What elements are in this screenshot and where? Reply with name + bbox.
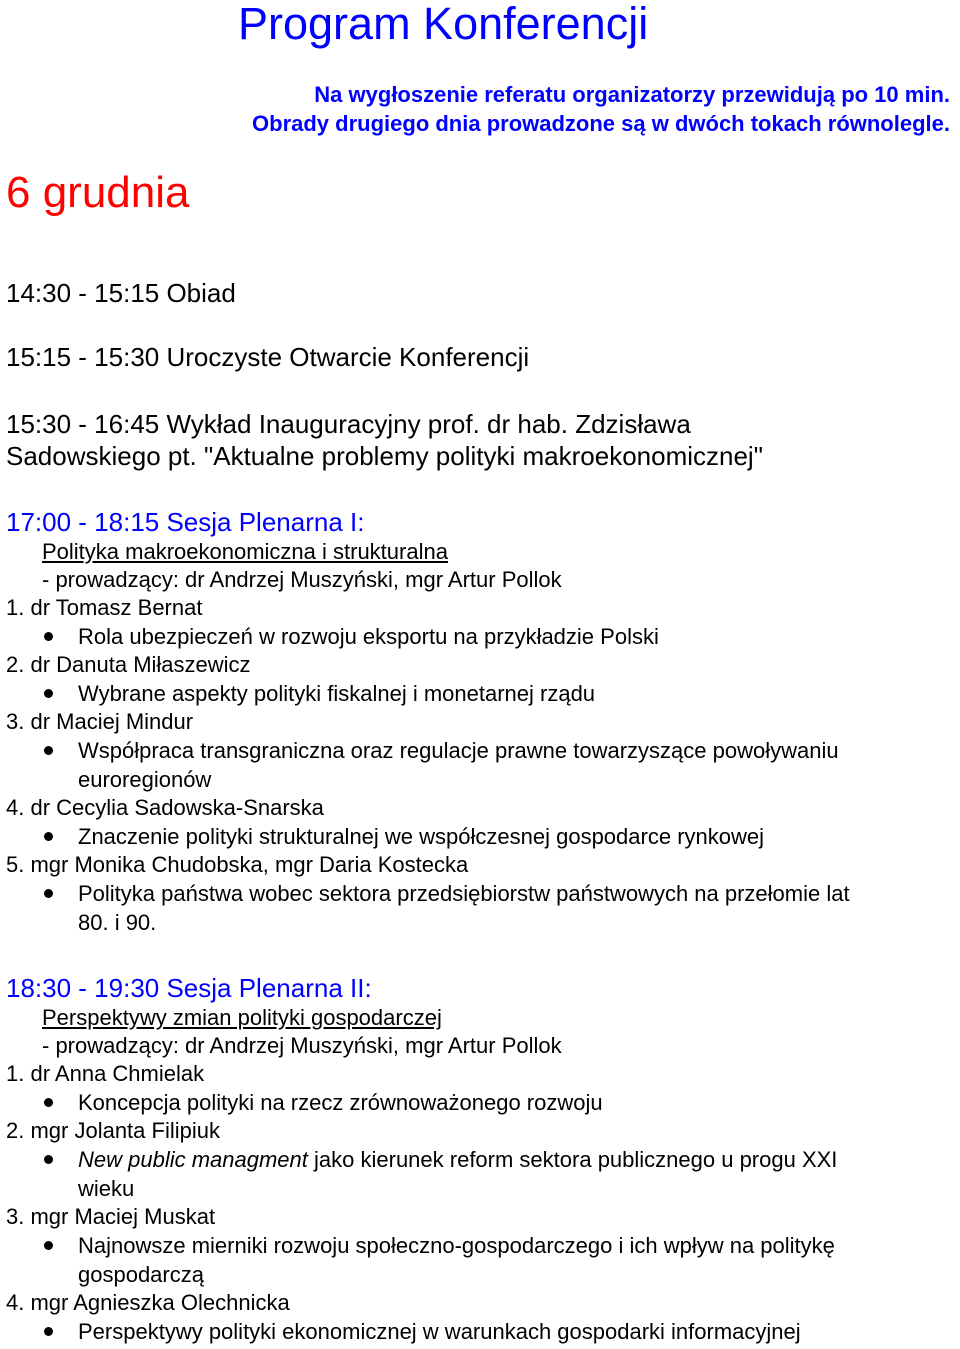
bullet-icon [44, 632, 53, 641]
talk-topic-text-cont: wieku [78, 1176, 135, 1201]
speaker: 4. dr Cecylia Sadowska-Snarska [6, 795, 324, 820]
session-2-details [6, 1004, 946, 1346]
talk-topic-text: Znaczenie polityki strukturalnej we współczesnej gospodarce rynkowej [78, 824, 764, 849]
talk-topic-italic: New public managment [78, 1147, 308, 1172]
talk-topic-text: Koncepcja polityki na rzecz zrównoważonego rozwoju [78, 1090, 603, 1115]
talk-topic-text-cont: 80. i 90. [78, 910, 157, 935]
talk-topic-text: Wybrane aspekty polityki fiskalnej i monetarnej rządu [78, 681, 596, 706]
talk-topic-text: Perspektywy polityki ekonomicznej w warunkach gospodarki informacyjnej [78, 1319, 801, 1344]
note-line-2: Obrady drugiego dnia prowadzone są w dwóch tokach równolegle. [252, 111, 950, 136]
lecture-line-1: 15:30 - 16:45 Wykład Inauguracyjny prof. dr hab. Zdzisława [6, 409, 691, 439]
speaker: 3. dr Maciej Mindur [6, 709, 194, 734]
talk-topic [6, 879, 946, 937]
session-1-chairs: - prowadzący: dr Andrzej Muszyński, mgr Artur Pollok [42, 567, 562, 592]
session-2-subtitle: Perspektywy zmian polityki gospodarczej [42, 1005, 442, 1030]
talk-topic [6, 736, 946, 794]
session-2-chairs: - prowadzący: dr Andrzej Muszyński, mgr Artur Pollok [42, 1033, 562, 1058]
speaker: 2. dr Danuta Miłaszewicz [6, 652, 251, 677]
talk-topic-text-cont: gospodarczą [78, 1262, 204, 1287]
speaker: 1. dr Anna Chmielak [6, 1061, 205, 1086]
speaker: 3. mgr Maciej Muskat [6, 1204, 216, 1229]
talk-topic-text-cont: euroregionów [78, 767, 212, 792]
talk-topic [6, 1145, 946, 1203]
talk-topic [6, 1088, 946, 1117]
program-note [252, 80, 950, 138]
page-title: Program Konferencji [238, 0, 649, 49]
schedule-inaugural-lecture [6, 408, 936, 472]
talk-topic-text: Polityka państwa wobec sektora przedsiębiorstw państwowych na przełomie lat [78, 881, 850, 906]
talk-topic-text: Najnowsze mierniki rozwoju społeczno-gospodarczego i ich wpływ na politykę [78, 1233, 835, 1258]
bullet-icon [44, 1098, 53, 1107]
speaker: 5. mgr Monika Chudobska, mgr Daria Kostecka [6, 852, 469, 877]
bullet-icon [44, 1241, 53, 1250]
bullet-icon [44, 1155, 53, 1164]
talk-topic [6, 622, 946, 651]
day-heading: 6 grudnia [6, 168, 190, 217]
bullet-icon [44, 746, 53, 755]
bullet-icon [44, 889, 53, 898]
speaker: 2. mgr Jolanta Filipiuk [6, 1118, 220, 1143]
session-1-subtitle: Polityka makroekonomiczna i strukturalna [42, 539, 448, 564]
bullet-icon [44, 832, 53, 841]
lecture-line-2: Sadowskiego pt. "Aktualne problemy polityki makroekonomicznej" [6, 441, 763, 471]
talk-topic-text: Rola ubezpieczeń w rozwoju eksportu na przykładzie Polski [78, 624, 659, 649]
schedule-lunch: 14:30 - 15:15 Obiad [6, 278, 236, 308]
talk-topic [6, 822, 946, 851]
talk-topic-text [78, 1145, 946, 1174]
schedule-opening: 15:15 - 15:30 Uroczyste Otwarcie Konferencji [6, 342, 530, 372]
bullet-icon [44, 1327, 53, 1336]
talk-topic [6, 679, 946, 708]
session-1-heading: 17:00 - 18:15 Sesja Plenarna I: [6, 507, 365, 537]
note-line-1: Na wygłoszenie referatu organizatorzy przewidują po 10 min. [314, 82, 950, 107]
speaker: 4. mgr Agnieszka Olechnicka [6, 1290, 290, 1315]
speaker: 1. dr Tomasz Bernat [6, 595, 203, 620]
talk-topic [6, 1231, 946, 1289]
talk-topic-rest: jako kierunek reform sektora publicznego u progu XXI [307, 1147, 838, 1172]
session-1-details [6, 538, 946, 937]
bullet-icon [44, 689, 53, 698]
talk-topic [6, 1317, 946, 1346]
session-2-heading: 18:30 - 19:30 Sesja Plenarna II: [6, 973, 372, 1003]
talk-topic-text: Współpraca transgraniczna oraz regulacje prawne towarzyszące powoływaniu [78, 738, 839, 763]
